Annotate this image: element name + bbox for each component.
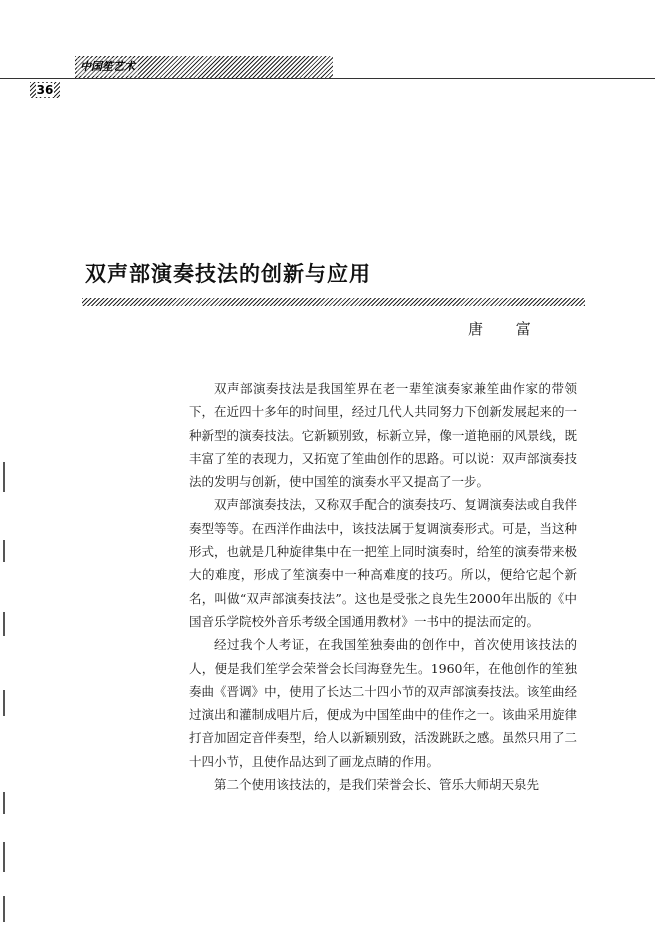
body-paragraph-4: 第二个使用该技法的，是我们荣誉会长、管乐大师胡天泉先 [214, 777, 540, 793]
scan-edge-mark [3, 896, 5, 922]
body-paragraph-3: 经过我个人考证，在我国笙独奏曲的创作中，首次使用该技法的人，便是我们笙学会荣誉会长闫海登先生。1960年，在他创作的笙独奏曲《晋调》中，使用了长达二十四小节的双声部演奏技法。该笙曲经过演出和灌制成唱片后，便成为中国笙曲中的佳作之一。该曲采用旋律打音加固定音伴奏型，给人以新颖别致，活泼跳跃之感。虽然只用了二十四小节，且使作品达到了画龙点睛的作用。 [189, 637, 577, 769]
scan-edge-mark [3, 792, 5, 814]
scan-edge-mark [3, 612, 5, 636]
author-name: 唐 富 [468, 320, 545, 338]
scan-edge-mark [3, 842, 5, 872]
article-title: 双声部演奏技法的创新与应用 [85, 262, 371, 286]
title-underline-rule [82, 298, 585, 306]
page-number-badge [30, 82, 60, 98]
page-number: 36 [36, 83, 54, 97]
article-body [189, 377, 577, 796]
scan-edge-mark [3, 462, 5, 492]
body-paragraph-2: 双声部演奏技法，又称双手配合的演奏技巧、复调演奏法或自我伴奏型等等。在西洋作曲法中，该技法属于复调演奏形式。可是，当这种形式，也就是几种旋律集中在一把笙上同时演奏时，给笙的演奏带来极大的难度，形成了笙演奏中一种高难度的技巧。所以，便给它起个新名，叫做“双声部演奏技法”。这也是受张之良先生2000年出版的《中国音乐学院校外音乐考级全国通用教材》一书中的提法而定的。 [189, 497, 577, 629]
scan-edge-mark [3, 540, 5, 562]
body-paragraph-1: 双声部演奏技法是我国笙界在老一辈笙演奏家兼笙曲作家的带领下，在近四十多年的时间里，经过几代人共同努力下创新发展起来的一种新型的演奏技法。它新颖别致，标新立异，像一道艳丽的风景线，既丰富了笙的表现力，又拓宽了笙曲创作的思路。可以说：双声部演奏技法的发明与创新，使中国笙的演奏水平又提高了一步。 [189, 381, 577, 490]
section-label: 中国笙艺术 [77, 58, 138, 76]
scan-edge-mark [3, 690, 5, 716]
header-rule [0, 78, 655, 79]
